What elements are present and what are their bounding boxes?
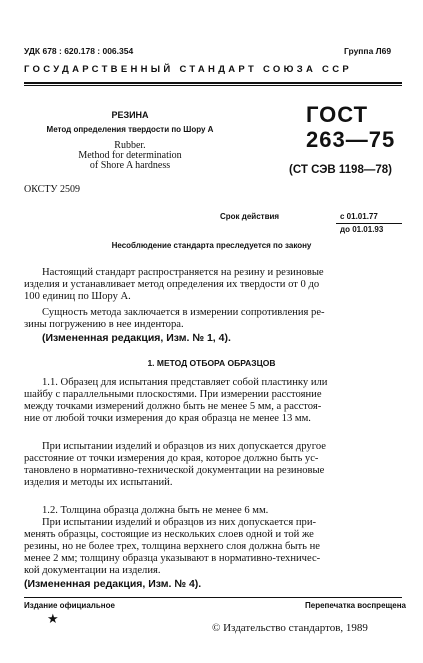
header-rule-thick: [24, 82, 402, 84]
publisher-copyright: © Издательство стандартов, 1989: [212, 622, 368, 634]
intro-line: изделия и устанавливает метод определения их твердости от 0 до: [24, 279, 320, 290]
udk-code: УДК 678 : 620.178 : 006.354: [24, 46, 134, 56]
clause-1-2-line: менее 2 мм; толщину образца указывают в нормативно-техничес-: [24, 553, 321, 564]
okstu-code: ОКСТУ 2509: [24, 184, 81, 195]
validity-to: до 01.01.93: [340, 225, 384, 234]
clause-1-1-line: тановлено в нормативно-технической документации на резиновые: [24, 465, 325, 476]
intro-line: Настоящий стандарт распространяется на резину и резиновые: [42, 267, 324, 278]
english-title-line: Method for determination: [78, 150, 182, 161]
clause-1-1-line: расстояние от точки измерения до края, которое должно быть ус-: [24, 453, 319, 464]
gost-number: 263—75: [306, 127, 396, 152]
clause-1-1-line: 1.1. Образец для испытания представляет собой пластинку или: [42, 377, 328, 388]
intro-line: 100 единиц по Шору А.: [24, 291, 131, 302]
clause-1-2-line: При испытании изделий и образцов из них допускается при-: [42, 517, 317, 528]
validity-divider: [336, 223, 402, 224]
st-sev-reference: (СТ СЭВ 1198—78): [289, 164, 392, 176]
clause-1-1-line: изделия и методы их испытаний.: [24, 477, 173, 488]
footer-rule: [24, 597, 402, 598]
english-title-line: of Shore A hardness: [89, 160, 171, 171]
official-edition-label: Издание официальное: [24, 601, 115, 610]
amendment-note: (Измененная редакция, Изм. № 1, 4).: [42, 332, 231, 344]
english-title-line: Rubber.: [114, 140, 146, 151]
section-heading: 1. МЕТОД ОТБОРА ОБРАЗЦОВ: [147, 358, 276, 368]
clause-1-2-line: 1.2. Толщина образца должна быть не менее 6 мм.: [42, 505, 269, 516]
amendment-note: (Измененная редакция, Изм. № 4).: [24, 578, 202, 590]
header-rule-thin: [24, 85, 402, 86]
intro-line: зины погружению в нее индентора.: [24, 319, 184, 330]
gost-label: ГОСТ: [306, 102, 369, 127]
star-icon: ★: [47, 611, 59, 626]
clause-1-1-line: шайбу с параллельными плоскостями. При измерении расстояние: [24, 389, 322, 400]
clause-1-1-line: При испытании изделий и образцов из них допускается другое: [42, 441, 326, 452]
intro-line: Сущность метода заключается в измерении сопротивления ре-: [42, 307, 325, 318]
document-title: РЕЗИНА: [111, 110, 149, 120]
state-standard-heading: ГОСУДАРСТВЕННЫЙ СТАНДАРТ СОЮЗА ССР: [24, 64, 353, 75]
clause-1-2-line: кой документации на изделия.: [24, 565, 161, 576]
clause-1-1-line: ние от любой точки измерения до края образца не менее 13 мм.: [24, 413, 311, 424]
group-code: Группа Л69: [344, 46, 392, 56]
reprint-prohibited-label: Перепечатка воспрещена: [305, 601, 406, 610]
validity-label: Срок действия: [220, 212, 280, 221]
validity-from: с 01.01.77: [340, 212, 378, 221]
clause-1-2-line: резины, но не более трех, толщина верхнего слоя должна быть не: [24, 541, 320, 552]
document-subtitle: Метод определения твердости по Шору А: [46, 125, 214, 134]
clause-1-1-line: между точками измерений должно быть не менее 5 мм, а расстоя-: [24, 401, 322, 412]
violation-notice: Несоблюдение стандарта преследуется по закону: [111, 241, 312, 250]
clause-1-2-line: менять образцы, состоящие из нескольких слоев одной и той же: [24, 529, 314, 540]
